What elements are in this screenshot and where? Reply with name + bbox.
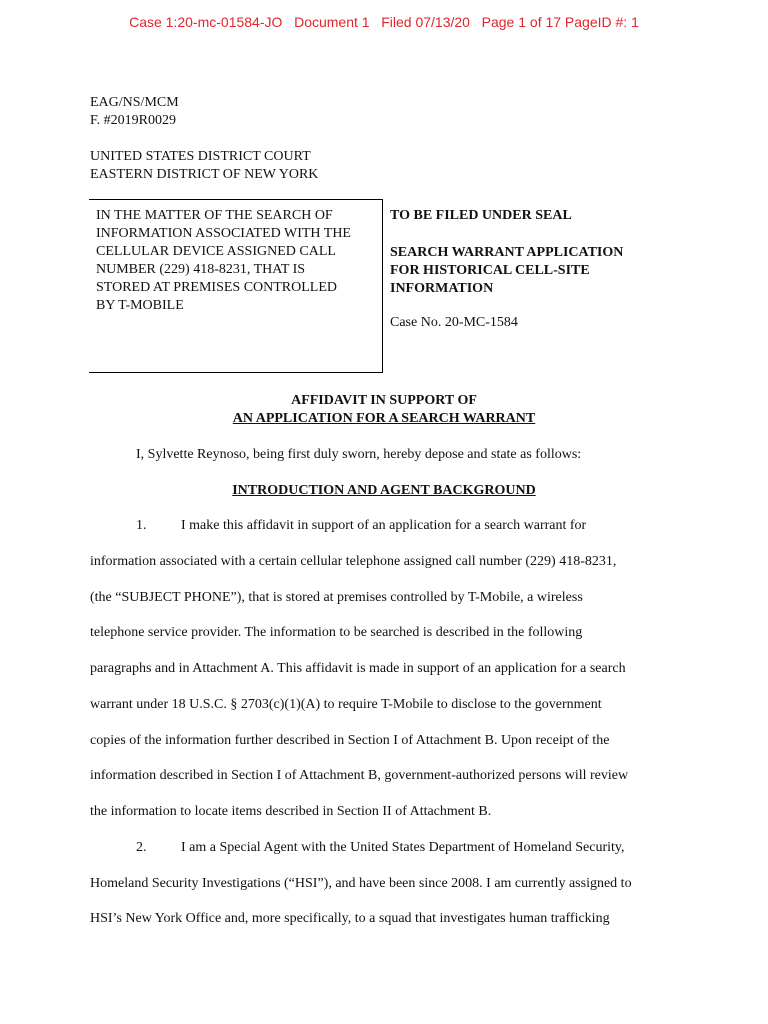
court-district: EASTERN DISTRICT OF NEW YORK xyxy=(90,167,319,182)
application-line: FOR HISTORICAL CELL-SITE xyxy=(390,263,590,278)
filed-date: Filed 07/13/20 xyxy=(381,14,470,30)
paragraph-line: information described in Section I of Attachment B, government-authorized persons will review xyxy=(90,768,629,783)
paragraph-line: copies of the information further described in Section I of Attachment B. Upon receipt of the xyxy=(90,733,610,748)
affidavit-subtitle: AN APPLICATION FOR A SEARCH WARRANT xyxy=(232,411,536,426)
case-number-label: Case No. 20-MC-1584 xyxy=(390,315,518,330)
application-line: SEARCH WARRANT APPLICATION xyxy=(390,245,624,260)
intro-statement: I, Sylvette Reynoso, being first duly sworn, hereby depose and state as follows: xyxy=(136,447,582,462)
section-heading-wrap xyxy=(0,483,768,499)
page-info: Page 1 of 17 PageID #: 1 xyxy=(481,14,639,30)
paragraph-first-line: I make this affidavit in support of an application for a search warrant for xyxy=(181,518,587,533)
paragraph-line: the information to locate items described in Section II of Attachment B. xyxy=(90,804,492,819)
court-name: UNITED STATES DISTRICT COURT xyxy=(90,149,311,164)
paragraph-line: information associated with a certain cellular telephone assigned call number (229) 418-8231, xyxy=(90,554,617,569)
matter-line: NUMBER (229) 418-8231, THAT IS xyxy=(96,262,306,277)
matter-line: CELLULAR DEVICE ASSIGNED CALL xyxy=(96,244,336,259)
matter-caption xyxy=(96,207,382,315)
matter-line: INFORMATION ASSOCIATED WITH THE xyxy=(96,226,351,241)
case-header xyxy=(0,14,768,30)
paragraph-line: warrant under 18 U.S.C. § 2703(c)(1)(A) to require T-Mobile to disclose to the government xyxy=(90,697,602,712)
paragraph-line: telephone service provider. The information to be searched is described in the following xyxy=(90,625,583,640)
seal-notice: TO BE FILED UNDER SEAL xyxy=(390,208,572,223)
matter-line: BY T-MOBILE xyxy=(96,298,184,313)
application-title xyxy=(390,244,623,298)
attorney-code: EAG/NS/MCM xyxy=(90,95,179,110)
affidavit-subtitle-wrap xyxy=(0,411,768,427)
document-number: Document 1 xyxy=(294,14,370,30)
paragraph-number: 2. xyxy=(136,840,147,855)
file-number: F. #2019R0029 xyxy=(90,113,177,128)
affidavit-title: AFFIDAVIT IN SUPPORT OF xyxy=(291,393,477,408)
application-line: INFORMATION xyxy=(390,281,494,296)
paragraph-number: 1. xyxy=(136,518,147,533)
section-heading: INTRODUCTION AND AGENT BACKGROUND xyxy=(232,483,536,498)
paragraph-line: Homeland Security Investigations (“HSI”), and have been since 2008. I am currently assigned to xyxy=(90,876,632,891)
paragraph-first-line: I am a Special Agent with the United States Department of Homeland Security, xyxy=(181,840,625,855)
paragraph-line: paragraphs and in Attachment A. This affidavit is made in support of an application for a search xyxy=(90,661,626,676)
matter-line: STORED AT PREMISES CONTROLLED xyxy=(96,280,338,295)
matter-line: IN THE MATTER OF THE SEARCH OF xyxy=(96,208,333,223)
paragraph-line: (the “SUBJECT PHONE”), that is stored at premises controlled by T-Mobile, a wireless xyxy=(90,590,583,605)
case-number: Case 1:20-mc-01584-JO xyxy=(129,14,283,30)
paragraph-line: HSI’s New York Office and, more specifically, to a squad that investigates human trafficking xyxy=(90,911,610,926)
